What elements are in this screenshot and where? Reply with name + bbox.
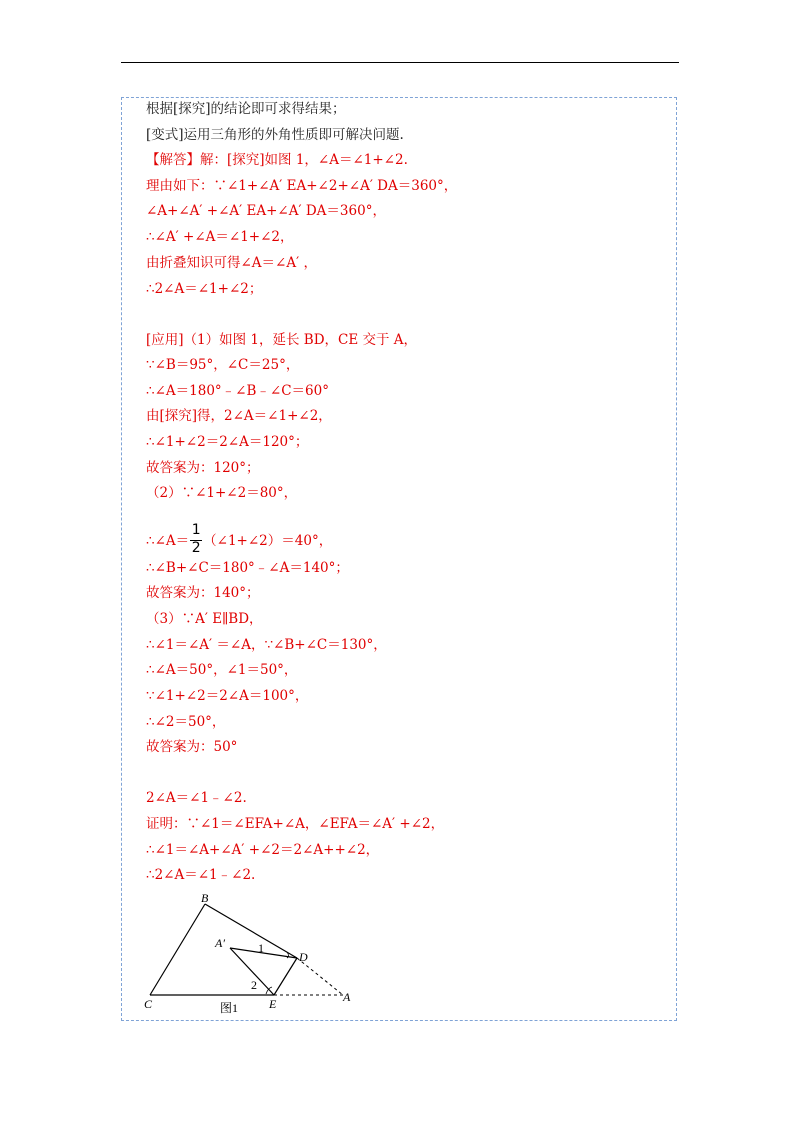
text-line: ∴∠A＝180°﹣∠B﹣∠C＝60° [146,383,329,399]
fraction-numerator: 1 [191,521,201,538]
folded-triangle-figure [140,890,380,1020]
fraction-suffix: （∠1+∠2）＝40°， [203,533,333,549]
text-line: 根据[探究]的结论即可求得结果； [146,101,346,117]
figure-caption: 图1 [220,1001,239,1015]
header-rule [121,62,679,63]
text-line: ∠A+∠A′ +∠A′ EA+∠A′ DA＝360°， [146,203,386,219]
text-line: 由折叠知识可得∠A＝∠A′ ， [146,255,317,271]
text-line: ∴∠1+∠2＝2∠A＝120°； [146,434,309,450]
text-line: 【解答】解：[探究]如图 1，∠A＝∠1+∠2. [146,152,408,168]
text-line: ∴∠A＝50°，∠1＝50°， [146,662,298,678]
text-line: ∵∠B＝95°，∠C＝25°， [146,357,300,373]
text-line: 故答案为：120°； [146,460,260,476]
text-line: 由[探究]得，2∠A＝∠1+∠2， [146,408,332,424]
text-line: 2∠A＝∠1﹣∠2. [146,790,247,806]
fraction-line [146,521,333,556]
text-line: ∵∠1+∠2＝2∠A＝100°， [146,688,309,704]
label-D: D [299,950,308,964]
label-angle-1: 1 [258,941,264,955]
label-A: A [343,990,351,1004]
text-line: [变式]运用三角形的外角性质即可解决问题. [146,127,404,143]
text-line: 故答案为：140°； [146,585,260,601]
text-line: ∴∠B+∠C＝180°﹣∠A＝140°； [146,560,349,576]
label-E: E [269,997,277,1011]
label-B: B [201,891,209,905]
text-line: ∴∠1＝∠A′ ＝∠A，∵∠B+∠C＝130°， [146,637,387,653]
text-line: （3）∵A′ E∥BD， [146,611,263,627]
label-angle-2: 2 [251,978,257,992]
text-line: ∴∠2＝50°， [146,714,226,730]
text-line: （2）∵∠1+∠2＝80°， [146,485,298,501]
text-line: ∴2∠A＝∠1﹣∠2. [146,867,256,883]
text-line: [应用]（1）如图 1，延长 BD，CE 交于 A， [146,332,418,348]
text-line: ∴2∠A＝∠1+∠2； [146,281,263,297]
fraction-prefix: ∴∠A＝ [146,533,190,549]
text-line: 证明：∵∠1＝∠EFA+∠A，∠EFA＝∠A′ +∠2， [146,816,445,832]
text-line: ∴∠1＝∠A+∠A′ +∠2＝2∠A++∠2， [146,842,380,858]
text-line: ∴∠A′ +∠A＝∠1+∠2， [146,229,294,245]
fraction-one-half [189,521,203,556]
label-A-prime: A′ [215,936,225,950]
text-line: 故答案为：50° [146,739,238,755]
text-line: 理由如下：∵∠1+∠A′ EA+∠2+∠A′ DA＝360°， [146,178,458,194]
label-C: C [144,997,153,1011]
fraction-denominator: 2 [191,539,201,556]
